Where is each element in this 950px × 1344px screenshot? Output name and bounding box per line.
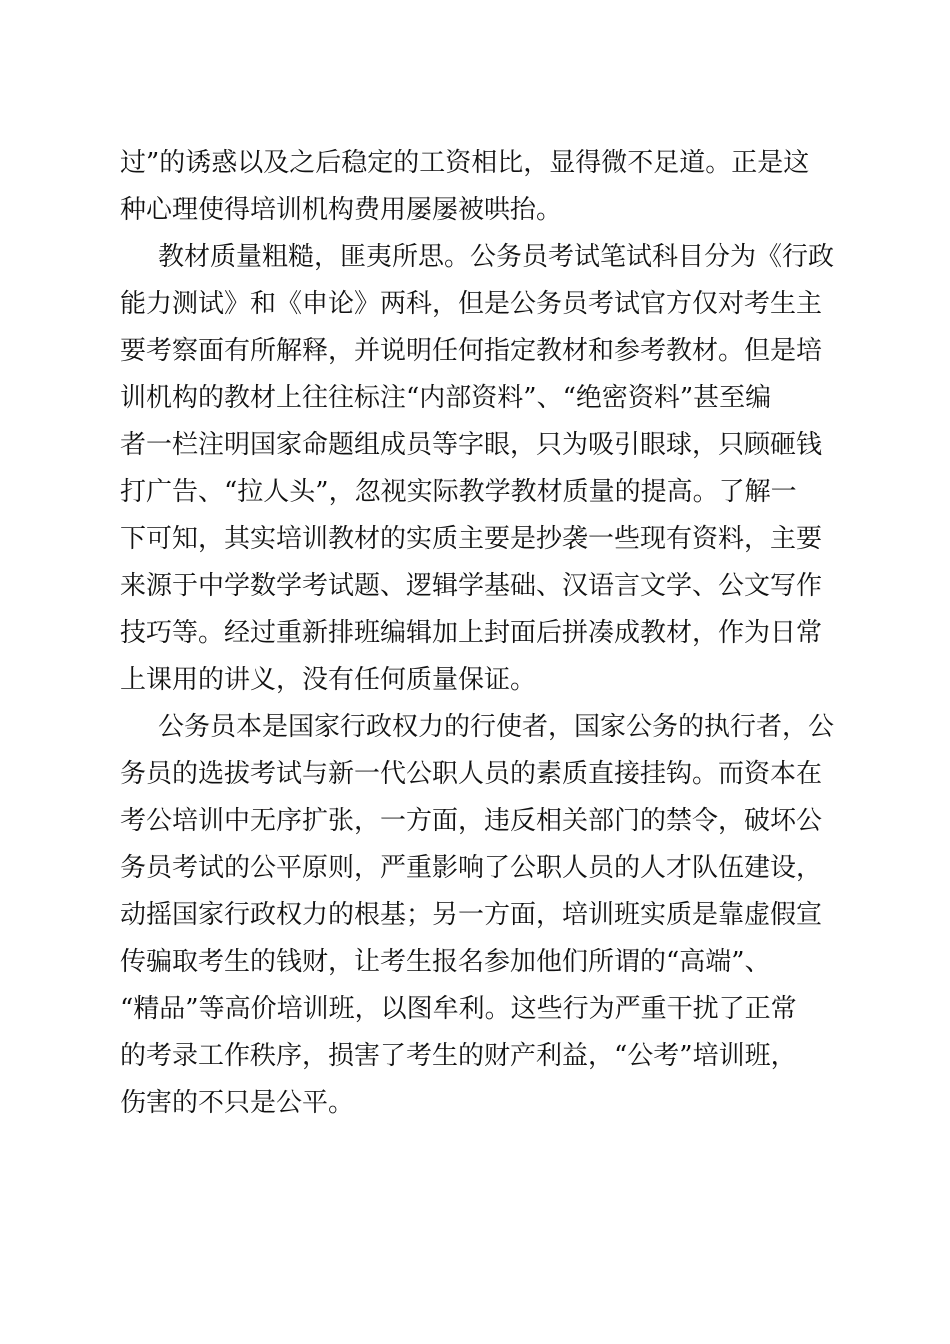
text-line: 务员考试的公平原则，严重影响了公职人员的人才队伍建设， bbox=[120, 853, 823, 883]
text-line: 上课用的讲义，没有任何质量保证。 bbox=[120, 665, 537, 695]
text-line: 技巧等。经过重新排班编辑加上封面后拼凑成教材，作为日常 bbox=[120, 618, 823, 648]
paragraph-1 bbox=[120, 140, 822, 234]
text-line: 的考录工作秩序，损害了考生的财产利益，“公考”培训班， bbox=[120, 1041, 797, 1071]
text-line: 来源于中学数学考试题、逻辑学基础、汉语言文学、公文写作 bbox=[120, 571, 823, 601]
document-body bbox=[120, 140, 835, 1127]
text-line: 打广告、“拉人头”，忽视实际教学教材质量的提高。了解一 bbox=[120, 477, 797, 507]
text-line: 者一栏注明国家命题组成员等字眼，只为吸引眼球，只顾砸钱 bbox=[120, 430, 823, 460]
text-line: 要考察面有所解释，并说明任何指定教材和参考教材。但是培 bbox=[120, 336, 823, 366]
text-line: “精品”等高价培训班，以图牟利。这些行为严重干扰了正常 bbox=[120, 994, 797, 1024]
text-line: 考公培训中无序扩张，一方面，违反相关部门的禁令，破坏公 bbox=[120, 806, 823, 836]
paragraph-2 bbox=[120, 234, 835, 704]
text-line: 务员的选拔考试与新一代公职人员的素质直接挂钩。而资本在 bbox=[120, 759, 823, 789]
text-line: 教材质量粗糙，匪夷所思。公务员考试笔试科目分为《行政 bbox=[158, 242, 835, 272]
text-line: 动摇国家行政权力的根基；另一方面，培训班实质是靠虚假宣 bbox=[120, 900, 823, 930]
text-line: 公务员本是国家行政权力的行使者，国家公务的执行者，公 bbox=[158, 712, 835, 742]
text-line: 种心理使得培训机构费用屡屡被哄抬。 bbox=[120, 195, 563, 225]
text-line: 下可知，其实培训教材的实质主要是抄袭一些现有资料，主要 bbox=[120, 524, 823, 554]
text-line: 传骗取考生的钱财，让考生报名参加他们所谓的“高端”、 bbox=[120, 947, 771, 977]
text-line: 训机构的教材上往往标注“内部资料”、“绝密资料”甚至编 bbox=[120, 383, 772, 413]
paragraph-3 bbox=[120, 704, 835, 1127]
text-line: 伤害的不只是公平。 bbox=[120, 1088, 355, 1118]
text-line: 过”的诱惑以及之后稳定的工资相比，显得微不足道。正是这 bbox=[120, 148, 810, 178]
text-line: 能力测试》和《申论》两科，但是公务员考试官方仅对考生主 bbox=[120, 289, 823, 319]
